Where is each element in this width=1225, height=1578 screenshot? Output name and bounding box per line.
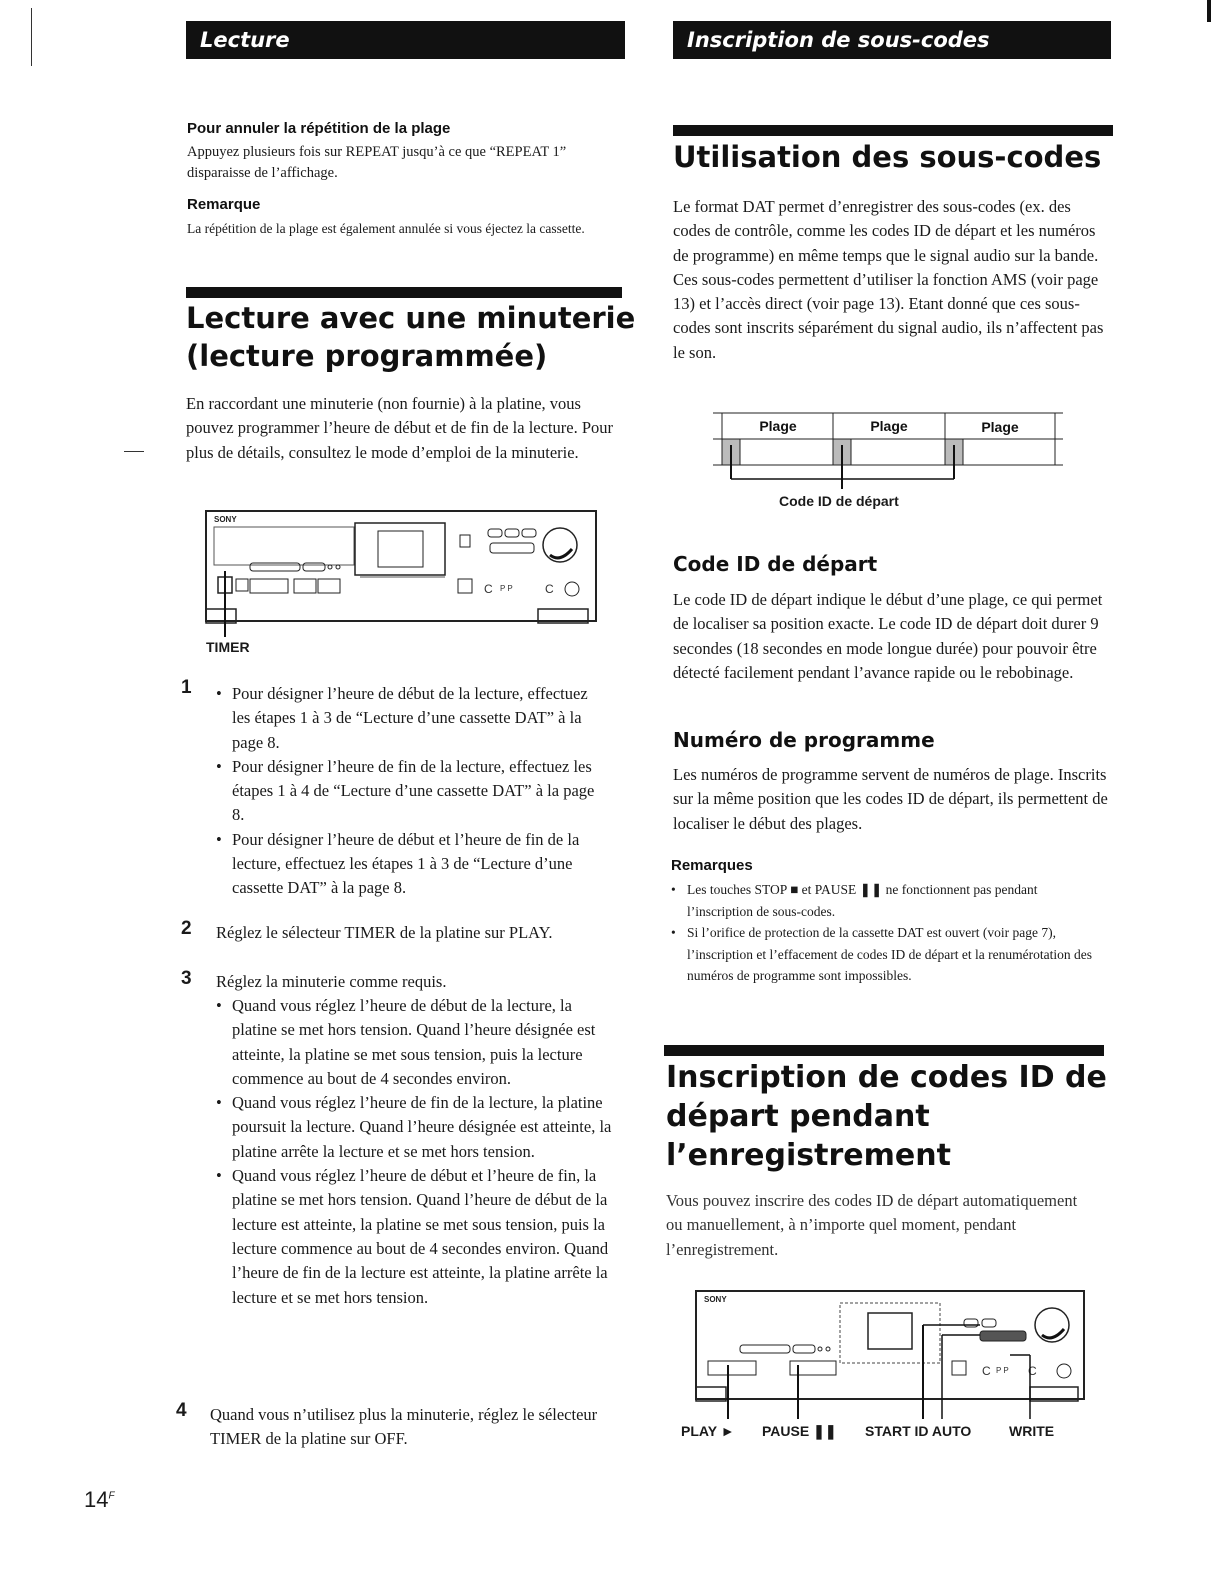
list-item: • Quand vous réglez l’heure de fin de la lecture, la platine poursuit la lecture. Quand l’heure désignée est atteinte, la platine arrête la lecture et se met hors tension. [216,1091,616,1164]
writing-title-1: Inscription de codes ID de [666,1060,1107,1095]
svg-text:C: C [1028,1364,1037,1378]
plage-label-1: Plage [759,418,797,434]
margin-mark [1207,0,1211,22]
play-label: PLAY ► [681,1423,735,1439]
svg-text:P P: P P [500,584,513,593]
step-number: 2 [181,918,192,939]
section-rule [186,287,622,298]
pause-label: PAUSE ❚❚ [762,1423,837,1439]
list-item: • Les touches STOP ■ et PAUSE ❚❚ ne fonctionnent pas pendant l’inscription de sous-codes. [671,879,1096,922]
svg-text:C: C [982,1364,991,1378]
note-text: La répétition de la plage est également annulée si vous éjectez la cassette. [187,221,585,236]
step-number: 3 [181,968,192,989]
timer-section-title-1: Lecture avec une minuterie [186,301,636,335]
remarks-list [671,879,1096,987]
list-item: • Pour désigner l’heure de début et l’heure de fin de la lecture, effectuez les étapes 1 à 3 de “Lecture d’une cassette DAT” à la page 8. [216,828,596,901]
step-1-bullets [216,682,596,901]
step-3-text: Réglez la minuterie comme requis. [216,972,447,991]
write-label: WRITE [1009,1423,1055,1439]
start-id-auto-label: START ID AUTO [865,1423,972,1439]
section-tab-subcodes: Inscription de sous-codes [673,21,1111,59]
list-item: • Si l’orifice de protection de la cassette DAT est ouvert (voir page 7), l’inscription et l’effacement de codes ID de départ et la renumérotation des numéros de programme sont impossibles. [671,922,1096,987]
dat-deck-illustration [200,505,600,640]
plage-label-2: Plage [870,418,908,434]
deck-brand: SONY [214,515,237,524]
step-3-bullets [216,994,616,1310]
svg-text:C: C [545,582,554,596]
deck-brand: SONY [704,1295,727,1304]
writing-text: Vous pouvez inscrire des codes ID de départ automatiquement ou manuellement, à n’importe quel moment, pendant l’enregistrement. [666,1191,1078,1259]
diagram-caption: Code ID de départ [779,493,899,509]
step-number: 4 [176,1400,187,1421]
list-item: • Pour désigner l’heure de début de la lecture, effectuez les étapes 1 à 3 de “Lecture d’une cassette DAT” à la page 8. [216,682,596,755]
section-rule [664,1045,1104,1056]
subcodes-text: Le format DAT permet d’enregistrer des sous-codes (ex. des codes de contrôle, comme les codes ID de départ et les numéros de programme) en même temps que le signal audio sur la bande. Ces sous-codes permettent d’utiliser la fonction AMS (voir page 13) et l’accès direct (voir page 13). Etant donné que ces sous-codes sont inscrits séparément du signal audio, ils n’affectent pas le son. [673,197,1104,362]
step-4-text: Quand vous n’utilisez plus la minuterie, réglez le sélecteur TIMER de la platine sur OFF. [210,1405,598,1449]
start-id-heading: Code ID de départ [673,552,878,576]
timer-section-title-2: (lecture programmée) [186,339,548,373]
program-number-text: Les numéros de programme servent de numéros de plage. Inscrits sur la même position que les codes ID de départ, ils permettent de localiser le début des plages. [673,765,1108,833]
list-item: • Quand vous réglez l’heure de début et l’heure de fin, la platine se met hors tension. Quand l’heure de début de la lecture est atteinte, la platine se met sous tension, puis la lecture commence au bout de 4 secondes environ. Quand l’heure de fin de la lecture est atteinte, la platine arrête la lecture et se met hors tension. [216,1164,616,1310]
dat-deck-illustration-record [690,1285,1090,1420]
program-number-heading: Numéro de programme [673,728,935,752]
svg-text:C: C [484,582,493,596]
step-number: 1 [181,677,192,698]
remarks-heading: Remarques [671,857,753,874]
section-rule [673,125,1113,136]
plage-label-3: Plage [981,419,1019,435]
svg-text:P P: P P [996,1366,1009,1375]
step-2-text: Réglez le sélecteur TIMER de la platine sur PLAY. [216,923,553,942]
cancel-repeat-heading: Pour annuler la répétition de la plage [187,120,451,137]
list-item: • Quand vous réglez l’heure de début de la lecture, la platine se met hors tension. Quand l’heure désignée est atteinte, la platine se met sous tension, puis la lecture commence au bout de 4 secondes environ. [216,994,616,1091]
section-tab-lecture: Lecture [186,21,625,59]
writing-title-2: départ pendant [666,1099,930,1134]
timer-intro: En raccordant une minuterie (non fournie) à la platine, vous pouvez programmer l’heure de début et de fin de la lecture. Pour plus de détails, consultez le mode d’emploi de la minuterie. [186,394,613,462]
start-id-text: Le code ID de départ indique le début d’une plage, ce qui permet de localiser sa position exacte. Le code ID de départ doit durer 9 secondes (18 secondes en mode longue durée) pour pouvoir être détecté facilement pendant l’avance rapide ou le rebobinage. [673,590,1103,682]
writing-title-3: l’enregistrement [666,1138,951,1173]
subcodes-title: Utilisation des sous-codes [673,140,1102,174]
timer-label: TIMER [206,639,250,655]
page-number: $14^F$ [84,1487,115,1512]
list-item: • Pour désigner l’heure de fin de la lecture, effectuez les étapes 1 à 4 de “Lecture d’une cassette DAT” à la page 8. [216,755,596,828]
margin-dash [124,451,144,452]
margin-line [31,8,32,66]
cancel-repeat-text: Appuyez plusieurs fois sur REPEAT jusqu’à ce que “REPEAT 1” disparaisse de l’affichage. [187,144,567,181]
note-heading: Remarque [187,196,261,213]
